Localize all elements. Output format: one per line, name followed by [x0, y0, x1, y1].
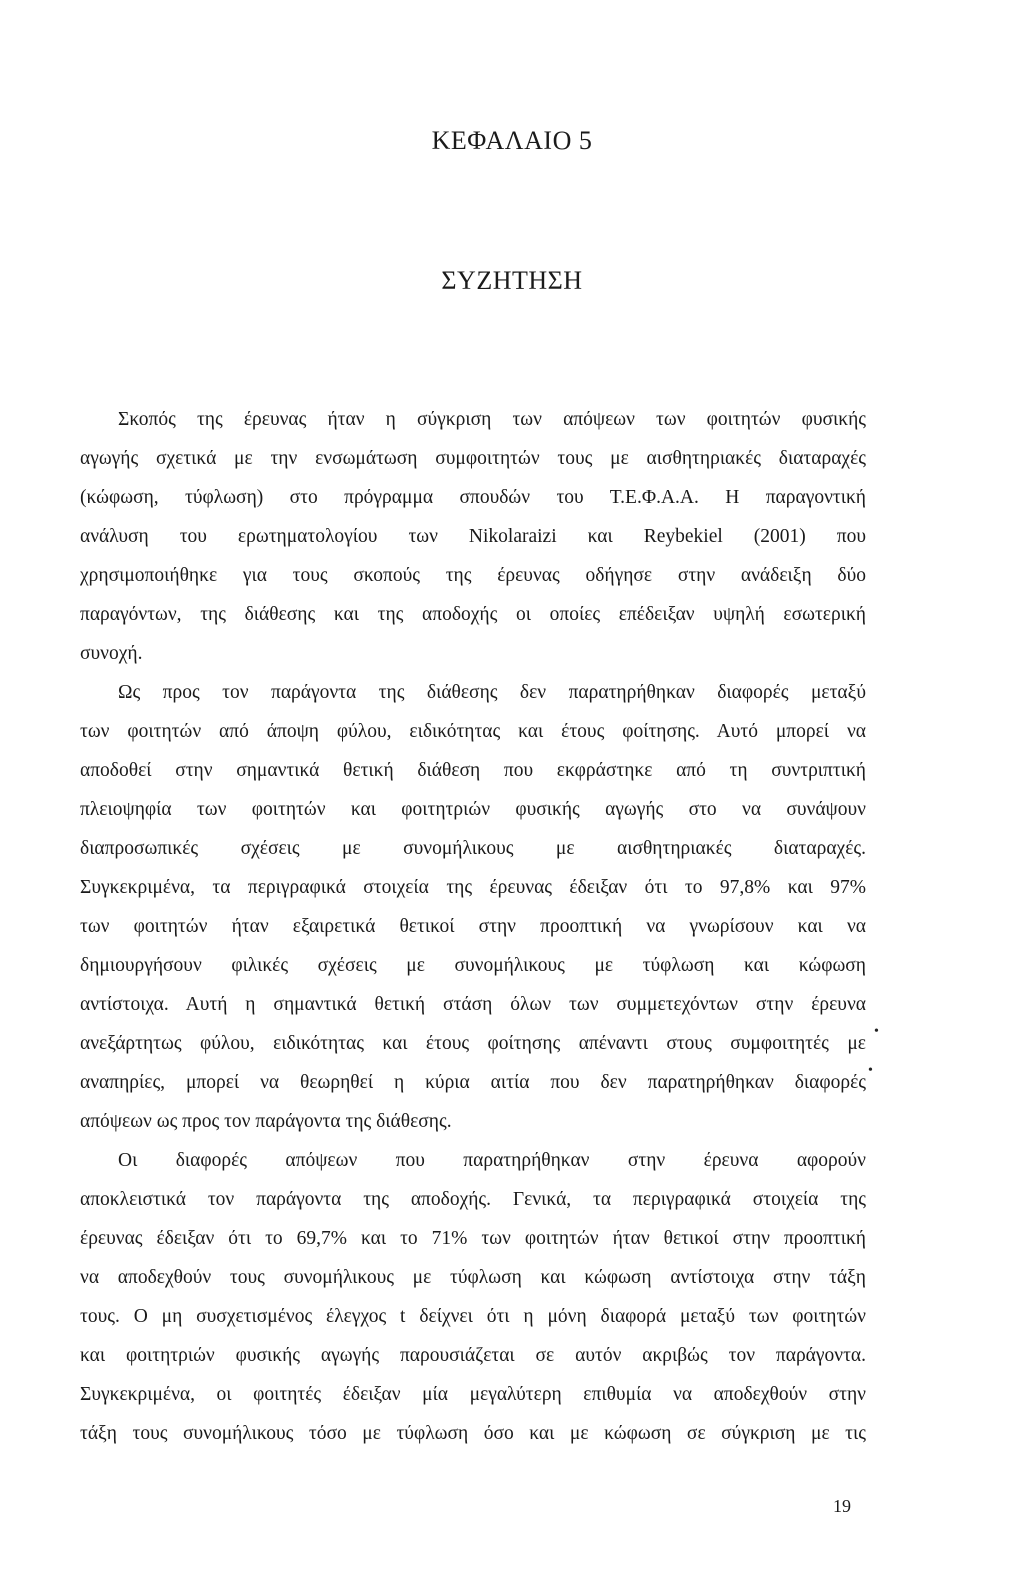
text-line: τους. Ο μη συσχετισμένος έλεγχος t δείχνει ότι η μόνη διαφορά μεταξύ των φοιτητών: [80, 1306, 866, 1327]
text-line: χρησιμοποιήθηκε για τους σκοπούς της έρευνας οδήγησε στην ανάδειξη δύο: [80, 565, 866, 586]
text-line: απόψεων ως προς τον παράγοντα της διάθεσης.: [80, 1111, 452, 1132]
text-line: έρευνας έδειξαν ότι το 69,7% και το 71% των φοιτητών ήταν θετικοί στην προοπτική: [80, 1228, 866, 1249]
text-line: αγωγής σχετικά με την ενσωμάτωση συμφοιτητών τους με αισθητηριακές διαταραχές: [80, 448, 866, 469]
text-line: Οι διαφορές απόψεων που παρατηρήθηκαν στην έρευνα αφορούν: [118, 1150, 866, 1171]
chapter-label: ΚΕΦΑΛΑΙΟ 5: [431, 126, 593, 155]
text-line: παραγόντων, της διάθεσης και της αποδοχής οι οποίες επέδειξαν υψηλή εσωτερική: [80, 604, 866, 625]
page-number: 19: [833, 1496, 851, 1516]
text-line: ανεξάρτητως φύλου, ειδικότητας και έτους φοίτησης απέναντι στους συμφοιτητές με: [80, 1033, 866, 1054]
scan-dot-mark: •: [874, 1024, 879, 1039]
text-line: Συγκεκριμένα, τα περιγραφικά στοιχεία της έρευνας έδειξαν ότι το 97,8% και 97%: [80, 877, 866, 898]
text-line: και φοιτητριών φυσικής αγωγής παρουσιάζεται σε αυτόν ακριβώς τον παράγοντα.: [80, 1345, 866, 1366]
text-line: να αποδεχθούν τους συνομήλικους με τύφλωση και κώφωση αντίστοιχα στην τάξη: [80, 1267, 866, 1288]
body-text: [80, 400, 866, 1453]
text-line: Ως προς τον παράγοντα της διάθεσης δεν παρατηρήθηκαν διαφορές μεταξύ: [118, 682, 866, 703]
text-line: αναπηρίες, μπορεί να θεωρηθεί η κύρια αιτία που δεν παρατηρήθηκαν διαφορές: [80, 1072, 866, 1093]
text-line: Συγκεκριμένα, οι φοιτητές έδειξαν μία μεγαλύτερη επιθυμία να αποδεχθούν στην: [80, 1384, 866, 1405]
text-line: αντίστοιχα. Αυτή η σημαντικά θετική στάση όλων των συμμετεχόντων στην έρευνα: [80, 994, 866, 1015]
text-line: πλειοψηφία των φοιτητών και φοιτητριών φυσικής αγωγής στο να συνάψουν: [80, 799, 866, 820]
text-line: τάξη τους συνομήλικους τόσο με τύφλωση όσο και με κώφωση σε σύγκριση με τις: [80, 1423, 866, 1444]
text-line: διαπροσωπικές σχέσεις με συνομήλικους με αισθητηριακές διαταραχές.: [80, 838, 866, 859]
text-line: δημιουργήσουν φιλικές σχέσεις με συνομήλικους με τύφλωση και κώφωση: [80, 955, 866, 976]
text-line: συνοχή.: [80, 643, 143, 664]
text-line: Σκοπός της έρευνας ήταν η σύγκριση των απόψεων των φοιτητών φυσικής: [118, 409, 866, 430]
text-line: αποκλειστικά τον παράγοντα της αποδοχής. Γενικά, τα περιγραφικά στοιχεία της: [80, 1189, 866, 1210]
scan-dot-mark: •: [868, 1063, 873, 1078]
text-line: των φοιτητών ήταν εξαιρετικά θετικοί στην προοπτική να γνωρίσουν και να: [80, 916, 866, 937]
chapter-title: ΣΥΖΗΤΗΣΗ: [441, 266, 583, 295]
text-line: (κώφωση, τύφλωση) στο πρόγραμμα σπουδών του Τ.Ε.Φ.Α.Α. Η παραγοντική: [80, 487, 866, 508]
text-line: ανάλυση του ερωτηματολογίου των Nikolaraizi και Reybekiel (2001) που: [80, 526, 866, 547]
text-line: αποδοθεί στην σημαντικά θετική διάθεση που εκφράστηκε από τη συντριπτική: [80, 760, 866, 781]
text-line: των φοιτητών από άποψη φύλου, ειδικότητας και έτους φοίτησης. Αυτό μπορεί να: [80, 721, 866, 742]
